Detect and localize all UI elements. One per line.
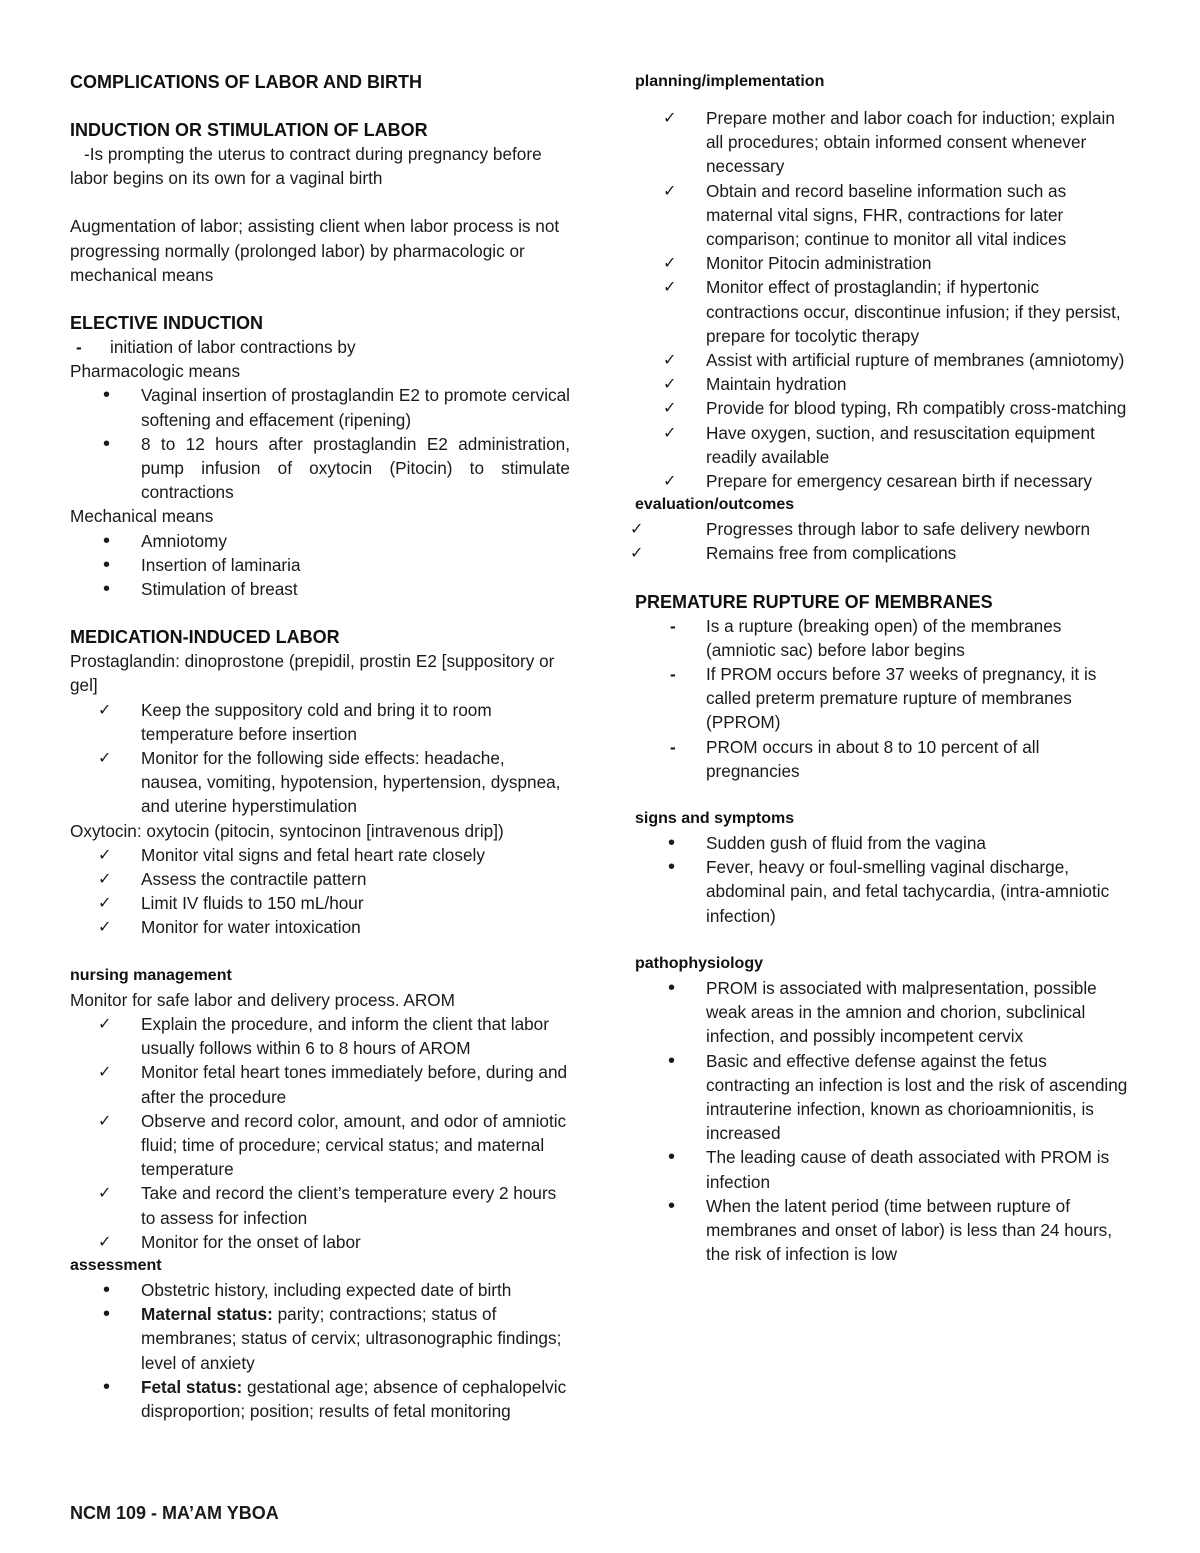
list-item: ✓ Monitor for the onset of labor xyxy=(70,1230,570,1254)
nursing-management-section xyxy=(70,964,570,1254)
list-item: ✓ Limit IV fluids to 150 mL/hour xyxy=(70,891,570,915)
signs-symptoms-section xyxy=(635,807,1135,928)
nursing-management-heading: nursing management xyxy=(70,966,232,984)
evaluation-list xyxy=(635,517,1135,565)
right-column xyxy=(635,70,1135,1266)
list-item: • Insertion of laminaria xyxy=(70,553,570,577)
list-item: - Is a rupture (breaking open) of the membranes (amniotic sac) before labor begins xyxy=(635,614,1135,662)
list-item: ✓ Provide for blood typing, Rh compatibly cross-matching xyxy=(635,396,1135,420)
prom-list xyxy=(635,614,1135,783)
induction-heading: INDUCTION OR STIMULATION OF LABOR xyxy=(70,120,428,140)
pharmacologic-label: Pharmacologic means xyxy=(70,361,241,382)
list-item: ✓ Explain the procedure, and inform the client that labor usually follows within 6 to 8 hours of AROM xyxy=(70,1012,570,1060)
list-item: - If PROM occurs before 37 weeks of pregnancy, it is called preterm premature rupture of membranes (PPROM) xyxy=(635,662,1135,735)
elective-induction-heading: ELECTIVE INDUCTION xyxy=(70,313,264,334)
left-column xyxy=(70,70,570,1423)
list-item: • PROM is associated with malpresentation, possible weak areas in the amnion and chorion, subclinical infection, and possibly incompetent cervix xyxy=(635,976,1135,1049)
signs-symptoms-heading: signs and symptoms xyxy=(635,810,795,828)
list-item: ✓ Monitor vital signs and fetal heart rate closely xyxy=(70,843,570,867)
list-item: ✓ Keep the suppository cold and bring it to room temperature before insertion xyxy=(70,698,570,746)
assessment-section xyxy=(70,1254,570,1423)
assessment-heading: assessment xyxy=(70,1256,162,1274)
list-item: • Obstetric history, including expected date of birth xyxy=(70,1278,570,1302)
document-title: COMPLICATIONS OF LABOR AND BIRTH xyxy=(70,72,422,92)
assessment-list xyxy=(70,1278,570,1423)
nursing-intro: Monitor for safe labor and delivery process. AROM xyxy=(70,989,455,1010)
maternal-status-label: Maternal status: xyxy=(141,1304,273,1325)
oxytocin-text: Oxytocin: oxytocin (pitocin, syntocinon [intravenous drip]) xyxy=(70,820,504,841)
prostaglandin-list xyxy=(70,698,570,819)
list-item: • When the latent period (time between rupture of membranes and onset of labor) is less than 24 hours, the risk of infection is low xyxy=(635,1194,1135,1267)
medication-induced-heading: MEDICATION-INDUCED LABOR xyxy=(70,627,340,648)
list-item: ✓ Obtain and record baseline information such as maternal vital signs, FHR, contractions for later comparison; continue to monitor all vital indices xyxy=(635,179,1135,252)
prostaglandin-text: Prostaglandin: dinoprostone (prepidil, prostin E2 [suppository or gel] xyxy=(70,651,555,696)
mechanical-list xyxy=(70,529,570,602)
elective-dash-item: - initiation of labor contractions by xyxy=(70,335,570,359)
list-item: • Fever, heavy or foul-smelling vaginal discharge, abdominal pain, and fetal tachycardia, (intra-amniotic infection) xyxy=(635,855,1135,928)
fetal-status-text: gestational age; absence of cephalopelvic disproportion; position; results of fetal monitoring xyxy=(141,1376,567,1421)
list-item: ✓ Maintain hydration xyxy=(635,372,1135,396)
list-item: ✓ Prepare mother and labor coach for induction; explain all procedures; obtain informed consent whenever necessary xyxy=(635,106,1135,179)
evaluation-section xyxy=(635,493,1135,565)
list-item: ✓ Progresses through labor to safe delivery newborn xyxy=(635,517,1135,541)
list-item: ✓ Monitor effect of prostaglandin; if hypertonic contractions occur, discontinue infusion; if they persist, prepare for tocolytic therapy xyxy=(635,275,1135,348)
signs-list xyxy=(635,831,1135,928)
list-item xyxy=(70,1375,570,1423)
list-item: - PROM occurs in about 8 to 10 percent of all pregnancies xyxy=(635,735,1135,783)
prom-heading: PREMATURE RUPTURE OF MEMBRANES xyxy=(635,591,993,612)
page-footer: NCM 109 - MA’AM YBOA xyxy=(70,1503,279,1523)
pathophysiology-heading: pathophysiology xyxy=(635,954,763,972)
nursing-list xyxy=(70,1012,570,1254)
fetal-status-label: Fetal status: xyxy=(141,1376,243,1397)
list-item: ✓ Monitor for the following side effects: headache, nausea, vomiting, hypotension, hypertension, dyspnea, and uterine hyperstimulation xyxy=(70,746,570,819)
list-item: • Amniotomy xyxy=(70,529,570,553)
induction-definition: -Is prompting the uterus to contract during pregnancy before labor begins on its own for a vaginal birth xyxy=(70,144,542,189)
elective-induction-section xyxy=(70,311,570,601)
list-item: • Vaginal insertion of prostaglandin E2 to promote cervical softening and effacement (ripening) xyxy=(70,383,570,431)
mechanical-label: Mechanical means xyxy=(70,506,214,527)
list-item: ✓ Monitor Pitocin administration xyxy=(635,251,1135,275)
list-item: • 8 to 12 hours after prostaglandin E2 administration, pump infusion of oxytocin (Pitocin) to stimulate contractions xyxy=(70,432,570,505)
list-item: • Stimulation of breast xyxy=(70,577,570,601)
planning-heading: planning/implementation xyxy=(635,73,825,90)
list-item: ✓ Have oxygen, suction, and resuscitation equipment readily available xyxy=(635,421,1135,469)
list-item: ✓ Monitor for water intoxication xyxy=(70,915,570,939)
pathophysiology-list xyxy=(635,976,1135,1266)
list-item: • The leading cause of death associated with PROM is infection xyxy=(635,1145,1135,1193)
list-item: ✓ Observe and record color, amount, and odor of amniotic fluid; time of procedure; cervical status; and maternal temperature xyxy=(70,1109,570,1182)
oxytocin-list xyxy=(70,843,570,940)
list-item: ✓ Remains free from complications xyxy=(635,541,1135,565)
pathophysiology-section xyxy=(635,952,1135,1266)
list-item: ✓ Take and record the client’s temperature every 2 hours to assess for infection xyxy=(70,1181,570,1229)
induction-section xyxy=(70,118,570,287)
list-item: • Basic and effective defense against the fetus contracting an infection is lost and the risk of ascending intrauterine infection, known as chorioamnionitis, is increased xyxy=(635,1049,1135,1146)
medication-induced-section xyxy=(70,625,570,939)
list-item: ✓ Monitor fetal heart tones immediately before, during and after the procedure xyxy=(70,1060,570,1108)
list-item: • Sudden gush of fluid from the vagina xyxy=(635,831,1135,855)
planning-section xyxy=(635,70,1135,493)
evaluation-heading: evaluation/outcomes xyxy=(635,496,795,514)
list-item: ✓ Assess the contractile pattern xyxy=(70,867,570,891)
prom-section xyxy=(635,590,1135,783)
list-item: ✓ Assist with artificial rupture of membranes (amniotomy) xyxy=(635,348,1135,372)
list-item: ✓ Prepare for emergency cesarean birth if necessary xyxy=(635,469,1135,493)
maternal-status-text: parity; contractions; status of membranes; status of cervix; ultrasonographic findings; level of anxiety xyxy=(141,1304,562,1373)
augmentation-text: Augmentation of labor; assisting client when labor process is not progressing normally (prolonged labor) by pharmacologic or mechanical means xyxy=(70,216,560,285)
planning-list xyxy=(635,106,1135,493)
list-item xyxy=(70,1302,570,1375)
pharmacologic-list xyxy=(70,383,570,504)
